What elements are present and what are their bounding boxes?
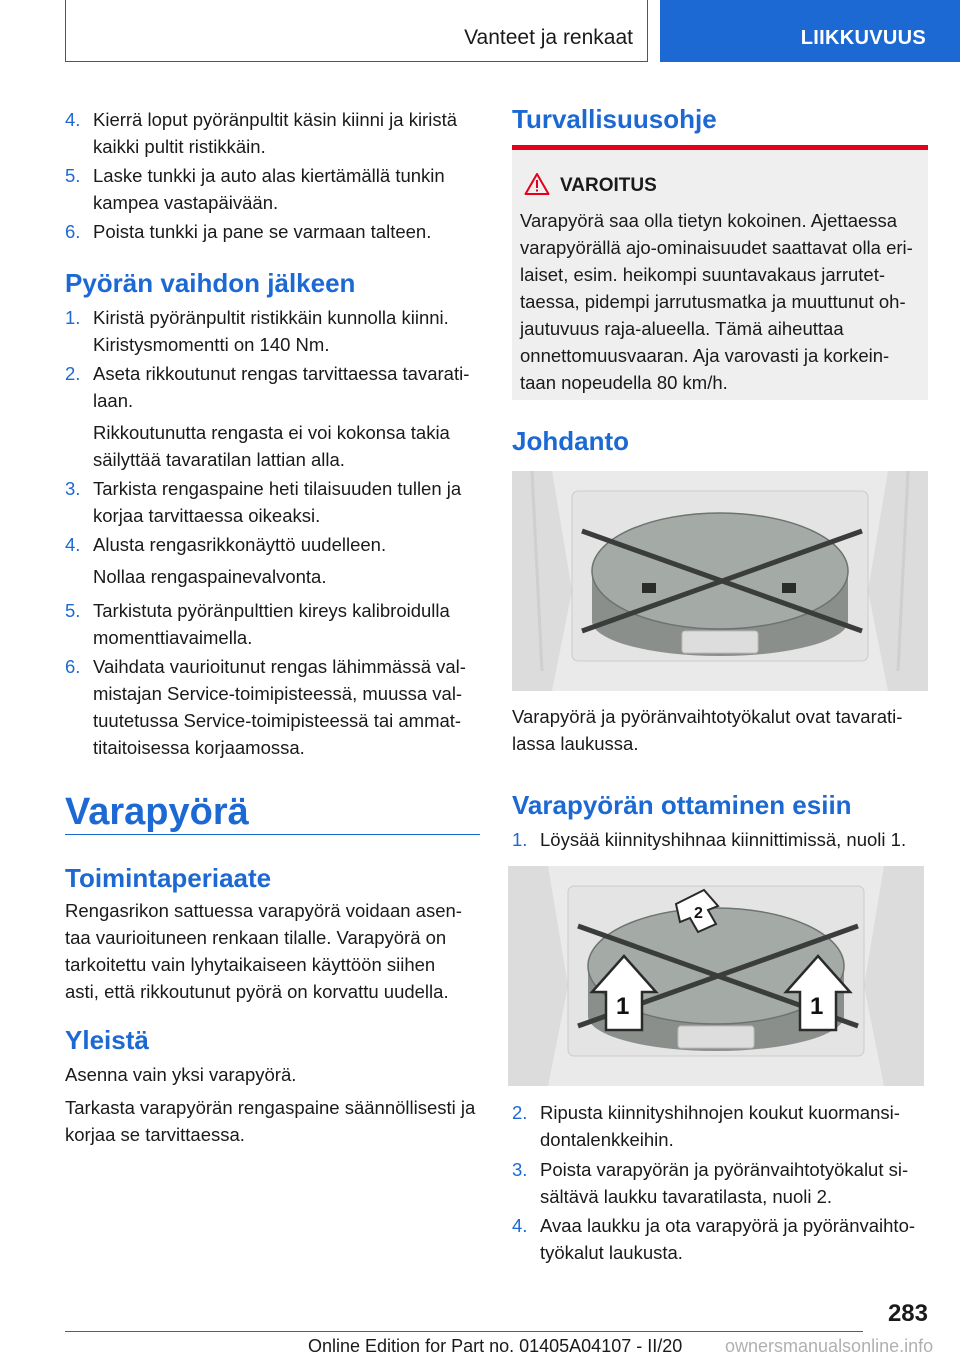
page-number: 283 bbox=[887, 1300, 928, 1327]
heading-general: Yleistä bbox=[65, 1025, 149, 1055]
step-text-line: korjaa tarvittaessa oikeaksi. bbox=[93, 505, 321, 526]
step-text-line: Löysää kiinnityshihnaa kiinnittimissä, nuoli 1. bbox=[540, 829, 907, 850]
strap-release-illustration bbox=[508, 866, 924, 1086]
paragraph-line: taa vaurioituneen renkaan tilalle. Varapyörä on bbox=[65, 927, 447, 948]
arrow-1-left-label: 1 bbox=[616, 993, 630, 1020]
step-number: 6. bbox=[65, 656, 81, 677]
step-text-line: Kiristysmomentti on 140 Nm. bbox=[93, 334, 330, 355]
heading-rule bbox=[65, 834, 480, 835]
warning-line: jautuvuus raja-alueella. Tämä aiheuttaa bbox=[520, 318, 844, 339]
warning-text bbox=[520, 207, 924, 396]
footer-watermark: ownersmanualsonline.info bbox=[725, 1336, 934, 1356]
paragraph-line: asti, että rikkoutunut pyörä on korvattu uudella. bbox=[65, 981, 449, 1002]
warning-triangle-icon bbox=[524, 172, 550, 196]
step-text-line: Kiristä pyöränpultit ristikkäin kunnolla kiinni. bbox=[93, 307, 449, 328]
warning-line: taan nopeudella 80 km/h. bbox=[520, 372, 728, 393]
warning-line: onnettomuusvaaran. Aja varovasti ja korkein‐ bbox=[520, 345, 890, 366]
step-text-line: Poista varapyörän ja pyöränvaihtotyökalut si‐ bbox=[540, 1159, 909, 1180]
step-number: 6. bbox=[65, 221, 81, 242]
warning-box bbox=[512, 145, 928, 400]
heading-intro: Johdanto bbox=[512, 426, 629, 456]
arrow-2-label: 2 bbox=[694, 905, 703, 922]
paragraph-line: Rengasrikon sattuessa varapyörä voidaan asen‐ bbox=[65, 900, 462, 921]
paragraph-line: Tarkasta varapyörän rengaspaine säännöllisesti ja bbox=[65, 1097, 476, 1118]
intro-caption bbox=[512, 703, 928, 757]
step-text-line: Vaihdata vaurioitunut rengas lähimmässä val‐ bbox=[93, 656, 466, 677]
step-text-line: Poista tunkki ja pane se varmaan talteen. bbox=[93, 221, 432, 242]
heading-removal: Varapyörän ottaminen esiin bbox=[512, 790, 852, 820]
step-text-line: Aseta rikkoutunut rengas tarvittaessa tavarati‐ bbox=[93, 363, 470, 384]
caption-line: Varapyörä ja pyöränvaihtotyökalut ovat tavarati‐ bbox=[512, 706, 903, 727]
general-paragraph-2 bbox=[65, 1094, 485, 1148]
step-text-line: dontalenkkeihin. bbox=[540, 1129, 674, 1150]
step-text-line: titaitoisessa korjaamossa. bbox=[93, 737, 305, 758]
step-text-line: Laske tunkki ja auto alas kiertämällä tunkin bbox=[93, 165, 445, 186]
warning-line: laiset, esim. heikompi suuntavakaus jarrutet‐ bbox=[520, 264, 886, 285]
step-text-line: kaikki pultit ristikkäin. bbox=[93, 136, 266, 157]
step-number: 3. bbox=[512, 1159, 528, 1180]
step-number: 4. bbox=[65, 109, 81, 130]
step-text-line: Alusta rengasrikkonäyttö uudelleen. bbox=[93, 534, 387, 555]
heading-spare-wheel: Varapyörä bbox=[65, 791, 249, 833]
header-section-box bbox=[65, 0, 648, 62]
footer-rule bbox=[65, 1331, 863, 1332]
step-number: 1. bbox=[65, 307, 81, 328]
step-text-line: työkalut laukusta. bbox=[540, 1242, 683, 1263]
step-text-line: tuutetussa Service-toimipisteessä tai ammat‐ bbox=[93, 710, 462, 731]
step-text-line: säilyttää tavaratilan lattian alla. bbox=[93, 449, 345, 470]
warning-line: Varapyörä saa olla tietyn kokoinen. Ajettaessa bbox=[520, 210, 898, 231]
step-text-line: Rikkoutunutta rengasta ei voi kokonsa takia bbox=[93, 422, 450, 443]
step-text-line: Kierrä loput pyöränpultit käsin kiinni ja kiristä bbox=[93, 109, 458, 130]
step-number: 5. bbox=[65, 165, 81, 186]
step-text-line: sältävä laukku tavaratilasta, nuoli 2. bbox=[540, 1186, 833, 1207]
warning-line: varapyörällä ajo-ominaisuudet saattavat olla eri‐ bbox=[520, 237, 913, 258]
step-text-line: mistajan Service-toimipisteessä, muussa val‐ bbox=[93, 683, 463, 704]
step-text-line: momenttiavaimella. bbox=[93, 627, 253, 648]
paragraph-line: korjaa se tarvittaessa. bbox=[65, 1124, 245, 1145]
step-number: 2. bbox=[65, 363, 81, 384]
header-section-title: Vanteet ja renkaat bbox=[464, 26, 633, 49]
step-number: 4. bbox=[65, 534, 81, 555]
header-chapter-box bbox=[660, 0, 960, 62]
general-paragraph-1: Asenna vain yksi varapyörä. bbox=[65, 1064, 297, 1085]
heading-safety: Turvallisuusohje bbox=[512, 104, 717, 134]
header-chapter-title: LIIKKUVUUS bbox=[800, 27, 926, 49]
warning-title: VAROITUS bbox=[560, 175, 657, 196]
step-text-line: Avaa laukku ja ota varapyörä ja pyöränvaihto‐ bbox=[540, 1215, 916, 1236]
step-number: 3. bbox=[65, 478, 81, 499]
heading-after-change: Pyörän vaihdon jälkeen bbox=[65, 268, 356, 298]
step-text-line: Ripusta kiinnityshihnojen koukut kuormansi‐ bbox=[540, 1102, 900, 1123]
step-text-line: laan. bbox=[93, 390, 134, 411]
step-text-line: Tarkistuta pyöränpulttien kireys kalibroidulla bbox=[93, 600, 450, 621]
paragraph-line: tarkoitettu vain lyhytaikaiseen käyttöön siihen bbox=[65, 954, 436, 975]
arrow-1-right-label: 1 bbox=[810, 993, 824, 1020]
spare-wheel-illustration bbox=[512, 471, 928, 691]
step-number: 4. bbox=[512, 1215, 528, 1236]
warning-line: taessa, pidempi jarrutusmatka ja muuttunut oh‐ bbox=[520, 291, 906, 312]
step-text-line: kampea vastapäivään. bbox=[93, 192, 279, 213]
heading-principle: Toimintaperiaate bbox=[65, 863, 272, 893]
step-text-line: Nollaa rengaspainevalvonta. bbox=[93, 566, 327, 587]
principle-paragraph bbox=[65, 897, 480, 1005]
caption-line: lassa laukussa. bbox=[512, 733, 639, 754]
step-number: 2. bbox=[512, 1102, 528, 1123]
step-number: 5. bbox=[65, 600, 81, 621]
footer-edition: Online Edition for Part no. 01405A04107 - II/20 bbox=[308, 1336, 683, 1356]
step-number: 1. bbox=[512, 829, 528, 850]
step-text-line: Tarkista rengaspaine heti tilaisuuden tullen ja bbox=[93, 478, 462, 499]
